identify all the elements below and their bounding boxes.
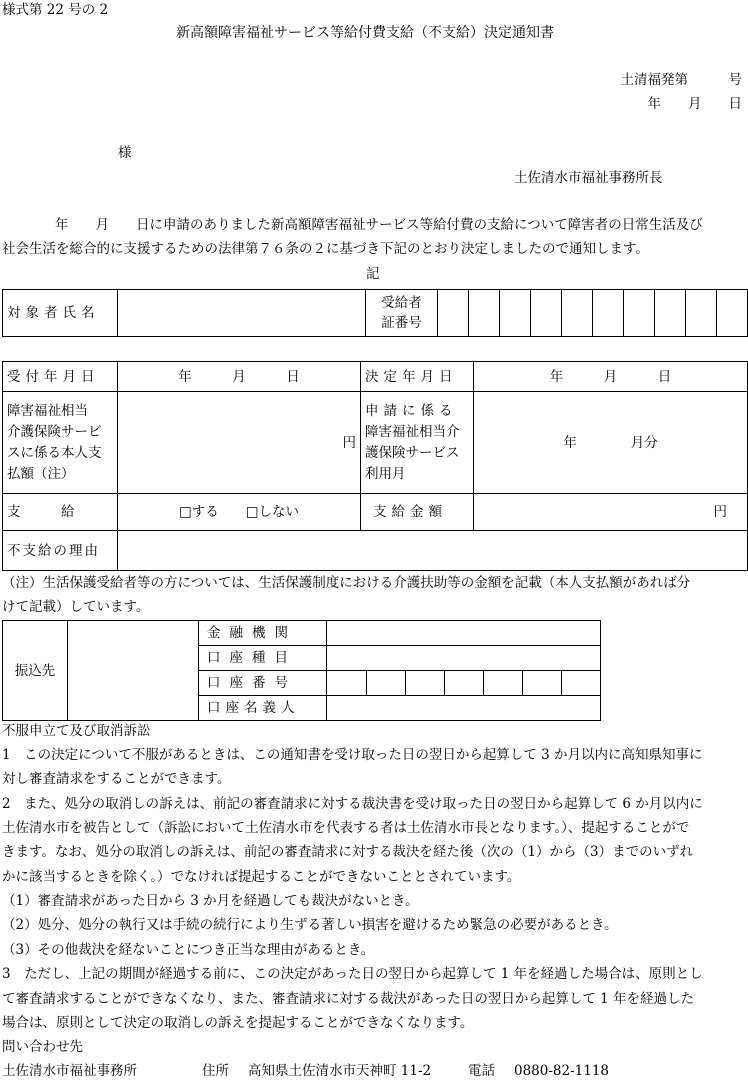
contact-office: 土佐清水市福祉事務所	[2, 1063, 137, 1079]
certificate-digit[interactable]	[562, 290, 593, 337]
certificate-digit[interactable]	[686, 290, 717, 337]
certificate-digit[interactable]	[593, 290, 624, 337]
bank-name-field[interactable]	[327, 621, 601, 646]
appeal-line: て審査請求することができなくなり、また、審査請求に対する裁決があった日の翌日から起算して 1 年を経過した	[2, 991, 695, 1007]
account-number-digit[interactable]	[445, 671, 484, 696]
amount-field[interactable]	[474, 494, 748, 531]
subject-table	[2, 289, 748, 337]
bank-name-label: 金融機関	[199, 621, 327, 646]
certificate-digit[interactable]	[624, 290, 655, 337]
received-date-label: 受付年月日	[3, 362, 118, 392]
account-number-digit[interactable]	[523, 671, 562, 696]
contact-heading: 問い合わせ先	[2, 1039, 83, 1055]
usage-month-value[interactable]: 年 月分	[474, 392, 748, 494]
contact-phone-label: 電話	[468, 1063, 495, 1079]
appeal-line: かに該当するときを除く。）でなければ提起することができないこととされています。	[2, 869, 521, 885]
rejection-reason-field[interactable]	[118, 531, 748, 571]
account-number-digit[interactable]	[327, 671, 367, 696]
yen-unit: 円	[342, 434, 356, 451]
document-number: 土清福発第 号	[620, 72, 742, 88]
decision-date-value[interactable]: 年 月 日	[474, 362, 748, 392]
bank-transfer-label: 振込先	[3, 621, 68, 721]
appeal-line: きます。なお、処分の取消しの訴えは、前記の審査請求に対する裁決を経た後（次の（1）から（3）までのいずれ	[2, 844, 694, 860]
subject-name-field[interactable]	[118, 290, 366, 337]
account-number-digit[interactable]	[562, 671, 601, 696]
account-type-field[interactable]	[327, 646, 601, 671]
contact-address: 高知県土佐清水市天神町 11-2	[248, 1063, 432, 1079]
note-line-2: けて記載）しています。	[2, 599, 150, 615]
appeal-line: （2）処分、処分の執行又は手続の続行により生ずる著しい損害を避けるため緊急の必要があるとき。	[2, 917, 618, 933]
intro-line-1: 年 月 日に申請のありました新高額障害福祉サービス等給付費の支給について障害者の日常生活及び	[28, 217, 703, 233]
bank-table	[2, 620, 601, 721]
certificate-digit[interactable]	[438, 290, 469, 337]
account-number-label: 口座番号	[199, 671, 327, 696]
decision-table	[2, 361, 748, 571]
certificate-digit[interactable]	[717, 290, 748, 337]
account-number-digit[interactable]	[406, 671, 445, 696]
appeal-line: 2 また、処分の取消しの訴えは、前記の審査請求に対する裁決書を受け取った日の翌日から起算して 6 か月以内に	[2, 796, 703, 812]
subject-name-label: 対象者氏名	[3, 290, 118, 337]
amount-label: 支給金額	[361, 494, 474, 531]
yen-unit: 円	[713, 504, 727, 520]
appeal-line: 場合は、原則として決定の取消しの訴えを提起することができなくなります。	[2, 1015, 474, 1031]
addressee-suffix: 様	[118, 145, 132, 161]
certificate-digit[interactable]	[531, 290, 562, 337]
bank-blank-area	[68, 621, 199, 721]
copay-label: 障害福祉相当 介護保険サービ スに係る本人支 払額（注）	[3, 392, 118, 494]
appeal-line: 土佐清水市を被告として（訴訟において土佐清水市を代表する者は土佐清水市長となります。）、提起することがで	[2, 820, 690, 836]
certificate-digit[interactable]	[655, 290, 686, 337]
account-number-digit[interactable]	[367, 671, 406, 696]
appeal-line: （3）その他裁決を経ないことにつき正当な理由があるとき。	[2, 942, 375, 958]
appeal-line: 1 この決定について不服があるときは、この通知書を受け取った日の翌日から起算して 3 か月以内に高知県知事に	[2, 747, 703, 763]
certificate-digit[interactable]	[500, 290, 531, 337]
contact-address-label: 住所	[202, 1063, 229, 1079]
account-holder-label: 口座名義人	[199, 696, 327, 721]
appeal-line: 3 ただし、上記の期間が経過する前に、この決定があった日の翌日から起算して 1 年を経過した場合は、原則とし	[2, 966, 703, 982]
certificate-digit[interactable]	[469, 290, 500, 337]
contact-phone: 0880-82-1118	[514, 1063, 610, 1079]
rejection-reason-label: 不支給の理由	[3, 531, 118, 571]
certificate-label: 受給者 証番号	[366, 290, 438, 337]
account-holder-field[interactable]	[327, 696, 601, 721]
form-number: 様式第 22 号の 2	[2, 2, 109, 18]
appeal-line: （1）審査請求があった日から 3 か月を経過しても裁決がないとき。	[2, 893, 419, 909]
decision-date-label: 決定年月日	[361, 362, 474, 392]
payment-choice[interactable]: □する □しない	[118, 494, 361, 531]
account-type-label: 口座種目	[199, 646, 327, 671]
usage-month-label: 申請に係る 障害福祉相当介 護保険サービス 利用月	[361, 392, 474, 494]
note-line-1: （注）生活保護受給者等の方については、生活保護制度における介護扶助等の金額を記載（本人支払額があれば分	[2, 575, 691, 591]
account-number-digit[interactable]	[484, 671, 523, 696]
ki-mark: 記	[366, 266, 380, 282]
appeal-heading: 不服申立て及び取消訴訟	[2, 723, 151, 739]
copay-amount-field[interactable]	[118, 392, 361, 494]
payment-label: 支 給	[3, 494, 118, 531]
intro-line-2: 社会生活を総合的に支援するための法律第７６条の２に基づき下記のとおり決定しましたので通知します。	[2, 241, 649, 257]
document-title: 新高額障害福祉サービス等給付費支給（不支給）決定通知書	[176, 25, 554, 41]
received-date-value[interactable]: 年 月 日	[118, 362, 361, 392]
appeal-line: 対し審査請求をすることができます。	[2, 771, 231, 787]
issue-date: 年 月 日	[647, 96, 742, 112]
issuer-name: 土佐清水市福祉事務所長	[514, 170, 663, 186]
